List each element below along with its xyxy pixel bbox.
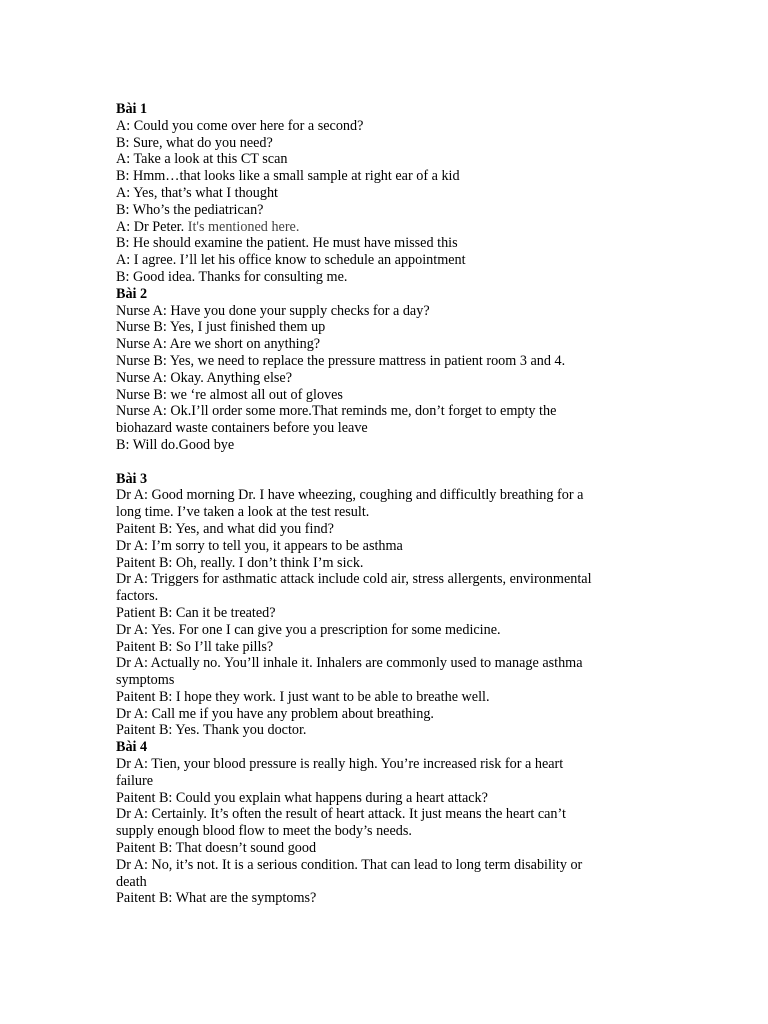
lesson3-line-14: Dr A: Call me if you have any problem about breathing.: [116, 705, 434, 722]
lesson3-line-4: Dr A: I’m sorry to tell you, it appears to be asthma: [116, 537, 403, 554]
lesson1-line-7-suffix: It's mentioned here.: [187, 218, 300, 235]
lesson4-heading: Bài 4: [116, 739, 148, 756]
lesson1-line-7-prefix: A: Dr Peter.: [116, 218, 188, 235]
lesson4-line-6: Paitent B: That doesn’t sound good: [116, 840, 317, 857]
lesson4-line-3: Paitent B: Could you explain what happens during a heart attack?: [116, 789, 488, 806]
lesson4-line-1: Dr A: Tien, your blood pressure is really high. You’re increased risk for a heart: [116, 756, 564, 773]
lesson3-line-7: factors.: [116, 588, 159, 605]
lesson3-heading: Bài 3: [116, 470, 148, 487]
lesson4-line-5: supply enough blood flow to meet the body’s needs.: [116, 823, 412, 840]
lesson1-line-2: B: Sure, what do you need?: [116, 134, 273, 151]
lesson3-line-5: Paitent B: Oh, really. I don’t think I’m sick.: [116, 554, 364, 571]
lesson3-line-6: Dr A: Triggers for asthmatic attack include cold air, stress allergents, environmental: [116, 571, 592, 588]
lesson4-line-8: death: [116, 873, 147, 890]
blank-line: [116, 454, 646, 471]
lesson1-line-9: A: I agree. I’ll let his office know to schedule an appointment: [116, 252, 466, 269]
lesson2-line-1: Nurse A: Have you done your supply checks for a day?: [116, 302, 430, 319]
lesson2-line-4: Nurse B: Yes, we need to replace the pressure mattress in patient room 3 and 4.: [116, 352, 566, 369]
lesson1-line-6: B: Who’s the pediatrican?: [116, 201, 264, 218]
lesson2-line-2: Nurse B: Yes, I just finished them up: [116, 319, 326, 336]
lesson2-line-6: Nurse B: we ‘re almost all out of gloves: [116, 386, 343, 403]
lesson3-line-8: Patient B: Can it be treated?: [116, 604, 276, 621]
lesson2-line-8: biohazard waste containers before you leave: [116, 420, 368, 437]
lesson3-line-1: Dr A: Good morning Dr. I have wheezing, coughing and difficultly breathing for a: [116, 487, 584, 504]
lesson2-line-7: Nurse A: Ok.I’ll order some more.That reminds me, don’t forget to empty the: [116, 403, 557, 420]
lesson4-line-2: failure: [116, 772, 154, 789]
lesson1-heading: Bài 1: [116, 101, 148, 117]
lesson3-line-10: Paitent B: So I’ll take pills?: [116, 638, 274, 655]
lesson1-line-7: [116, 219, 646, 236]
lesson3-line-2: long time. I’ve taken a look at the test result.: [116, 504, 370, 521]
lesson2-line-5: Nurse A: Okay. Anything else?: [116, 369, 292, 386]
lesson4-line-7: Dr A: No, it’s not. It is a serious condition. That can lead to long term disability or: [116, 856, 583, 873]
lesson2-heading: Bài 2: [116, 285, 148, 302]
lesson3-line-11: Dr A: Actually no. You’ll inhale it. Inhalers are commonly used to manage asthma: [116, 655, 583, 672]
lesson1-line-4: B: Hmm…that looks like a small sample at right ear of a kid: [116, 168, 460, 185]
lesson3-line-13: Paitent B: I hope they work. I just want to be able to breathe well.: [116, 688, 490, 705]
lesson1-line-10: B: Good idea. Thanks for consulting me.: [116, 268, 348, 285]
lesson4-line-9: Paitent B: What are the symptoms?: [116, 890, 317, 907]
lesson1-line-5: A: Yes, that’s what I thought: [116, 184, 278, 201]
lesson1-line-8: B: He should examine the patient. He must have missed this: [116, 235, 458, 252]
lesson3-line-9: Dr A: Yes. For one I can give you a prescription for some medicine.: [116, 621, 501, 638]
lesson2-line-9: B: Will do.Good bye: [116, 436, 235, 453]
lesson3-line-15: Paitent B: Yes. Thank you doctor.: [116, 722, 307, 739]
document-page: [116, 101, 646, 907]
lesson2-line-3: Nurse A: Are we short on anything?: [116, 336, 321, 353]
lesson3-line-3: Paitent B: Yes, and what did you find?: [116, 520, 334, 537]
lesson1-line-3: A: Take a look at this CT scan: [116, 151, 288, 168]
lesson3-line-12: symptoms: [116, 672, 175, 689]
lesson4-line-4: Dr A: Certainly. It’s often the result of heart attack. It just means the heart can’t: [116, 806, 566, 823]
lesson1-line-1: A: Could you come over here for a second?: [116, 117, 364, 134]
